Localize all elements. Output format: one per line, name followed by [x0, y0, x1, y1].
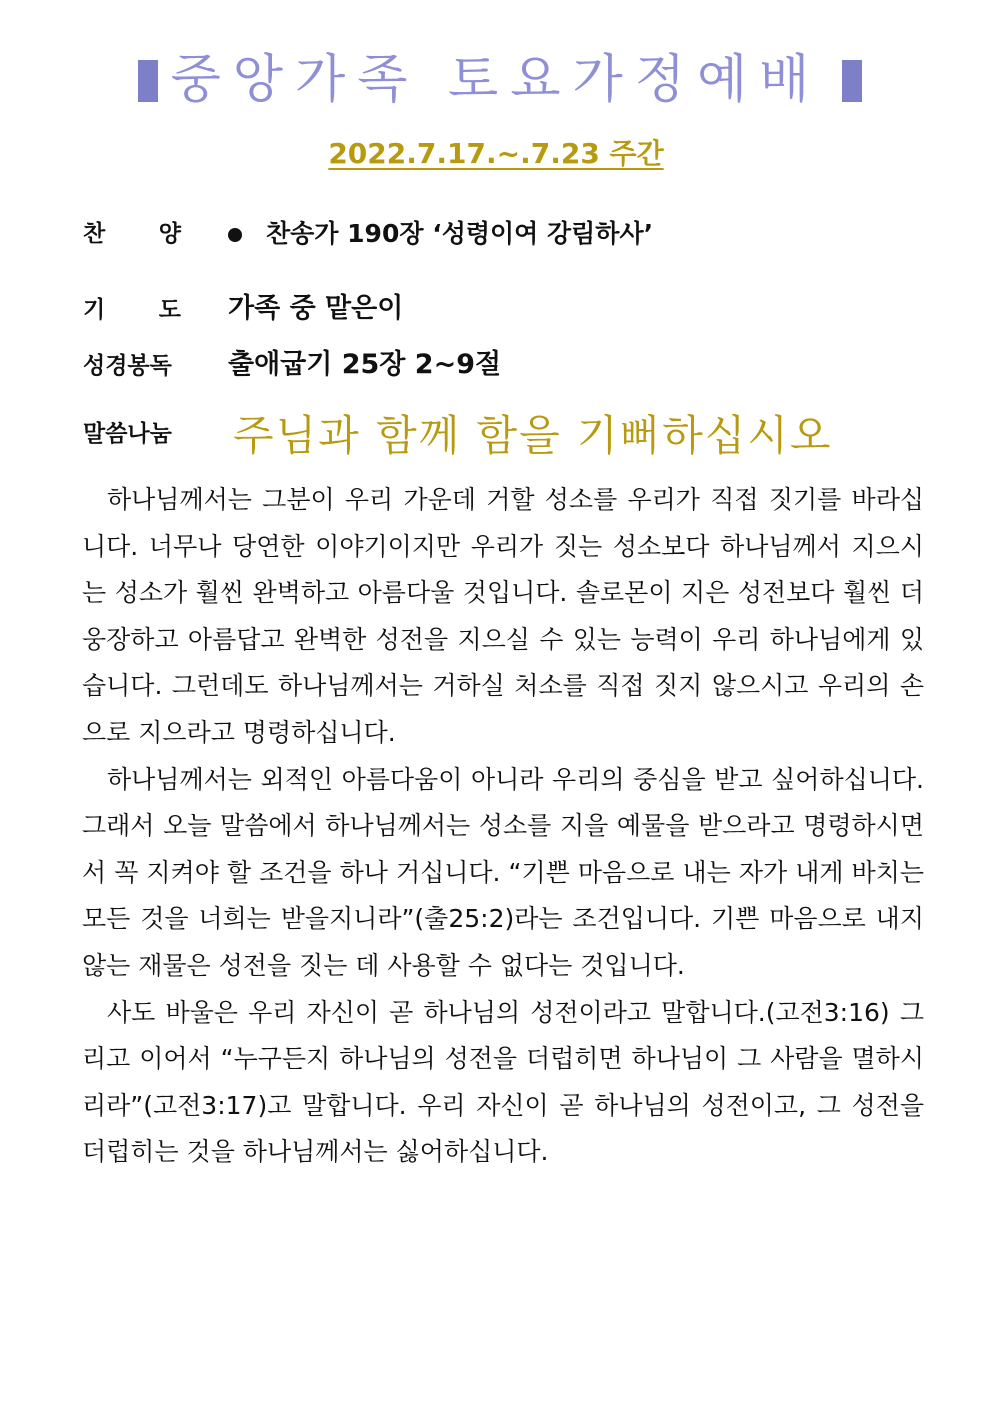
- title-bar-left: [138, 60, 158, 102]
- prayer-label-char-1: 기: [83, 297, 106, 323]
- hymn-label: [83, 218, 181, 250]
- prayer-label-char-2: 도: [158, 297, 181, 323]
- body-paragraph: 하나님께서는 그분이 우리 가운데 거할 성소를 우리가 직접 짓기를 바라십니다. 너무나 당연한 이야기이지만 우리가 짓는 성소보다 하나님께서 지으시는 성소가 훨씬 완벽하고 아름다울 것입니다. 솔로몬이 지은 성전보다 훨씬 더 웅장하고 아름답고 완벽한 성전을 지으실 수 있는 능력이 우리 하나님에게 있습니다. 그런데도 하나님께서는 거하실 처소를 직접 짓지 않으시고 우리의 손으로 지으라고 명령하십니다.: [82, 485, 924, 747]
- bullet-icon: [228, 228, 242, 242]
- sermon-title: 주님과 함께 함을 기뻐하십시오: [233, 411, 833, 460]
- title-bar-right: [842, 60, 862, 102]
- title-row: [0, 40, 992, 120]
- body-paragraph: 사도 바울은 우리 자신이 곧 하나님의 성전이라고 말합니다.(고전3:16) 그리고 이어서 “누구든지 하나님의 성전을 더럽히면 하나님이 그 사람을 멸하시리라”(고전3:17)고 말합니다. 우리 자신이 곧 하나님의 성전이고, 그 성전을 더럽히는 것을 하나님께서는 싫어하십니다.: [82, 997, 924, 1167]
- page-title: 중앙가족 토요가정예배: [170, 50, 822, 110]
- sermon-label: 말씀나눔: [83, 421, 172, 447]
- prayer-value: 가족 중 맡은이: [228, 293, 404, 324]
- body-paragraph: 하나님께서는 외적인 아름다움이 아니라 우리의 중심을 받고 싶어하십니다. 그래서 오늘 말씀에서 하나님께서는 성소를 지을 예물을 받으라고 명령하시면서 꼭 지켜야 할 조건을 하나 거십니다. “기쁜 마음으로 내는 자가 내게 바치는 모든 것을 너희는 받을지니라”(출25:2)라는 조건입니다. 기쁜 마음으로 내지 않는 재물은 성전을 짓는 데 사용할 수 없다는 것입니다.: [82, 764, 924, 980]
- hymn-label-char-1: 찬: [83, 221, 106, 247]
- prayer-label: [83, 294, 181, 326]
- reading-value: 출애굽기 25장 2~9절: [228, 349, 502, 380]
- hymn-value: 찬송가 190장 ‘성령이여 강림하사’: [266, 219, 654, 248]
- reading-label: 성경봉독: [83, 353, 172, 379]
- hymn-label-char-2: 양: [158, 221, 181, 247]
- sermon-body: [82, 477, 924, 1176]
- date-range: 2022.7.17.~.7.23 주간: [328, 137, 664, 170]
